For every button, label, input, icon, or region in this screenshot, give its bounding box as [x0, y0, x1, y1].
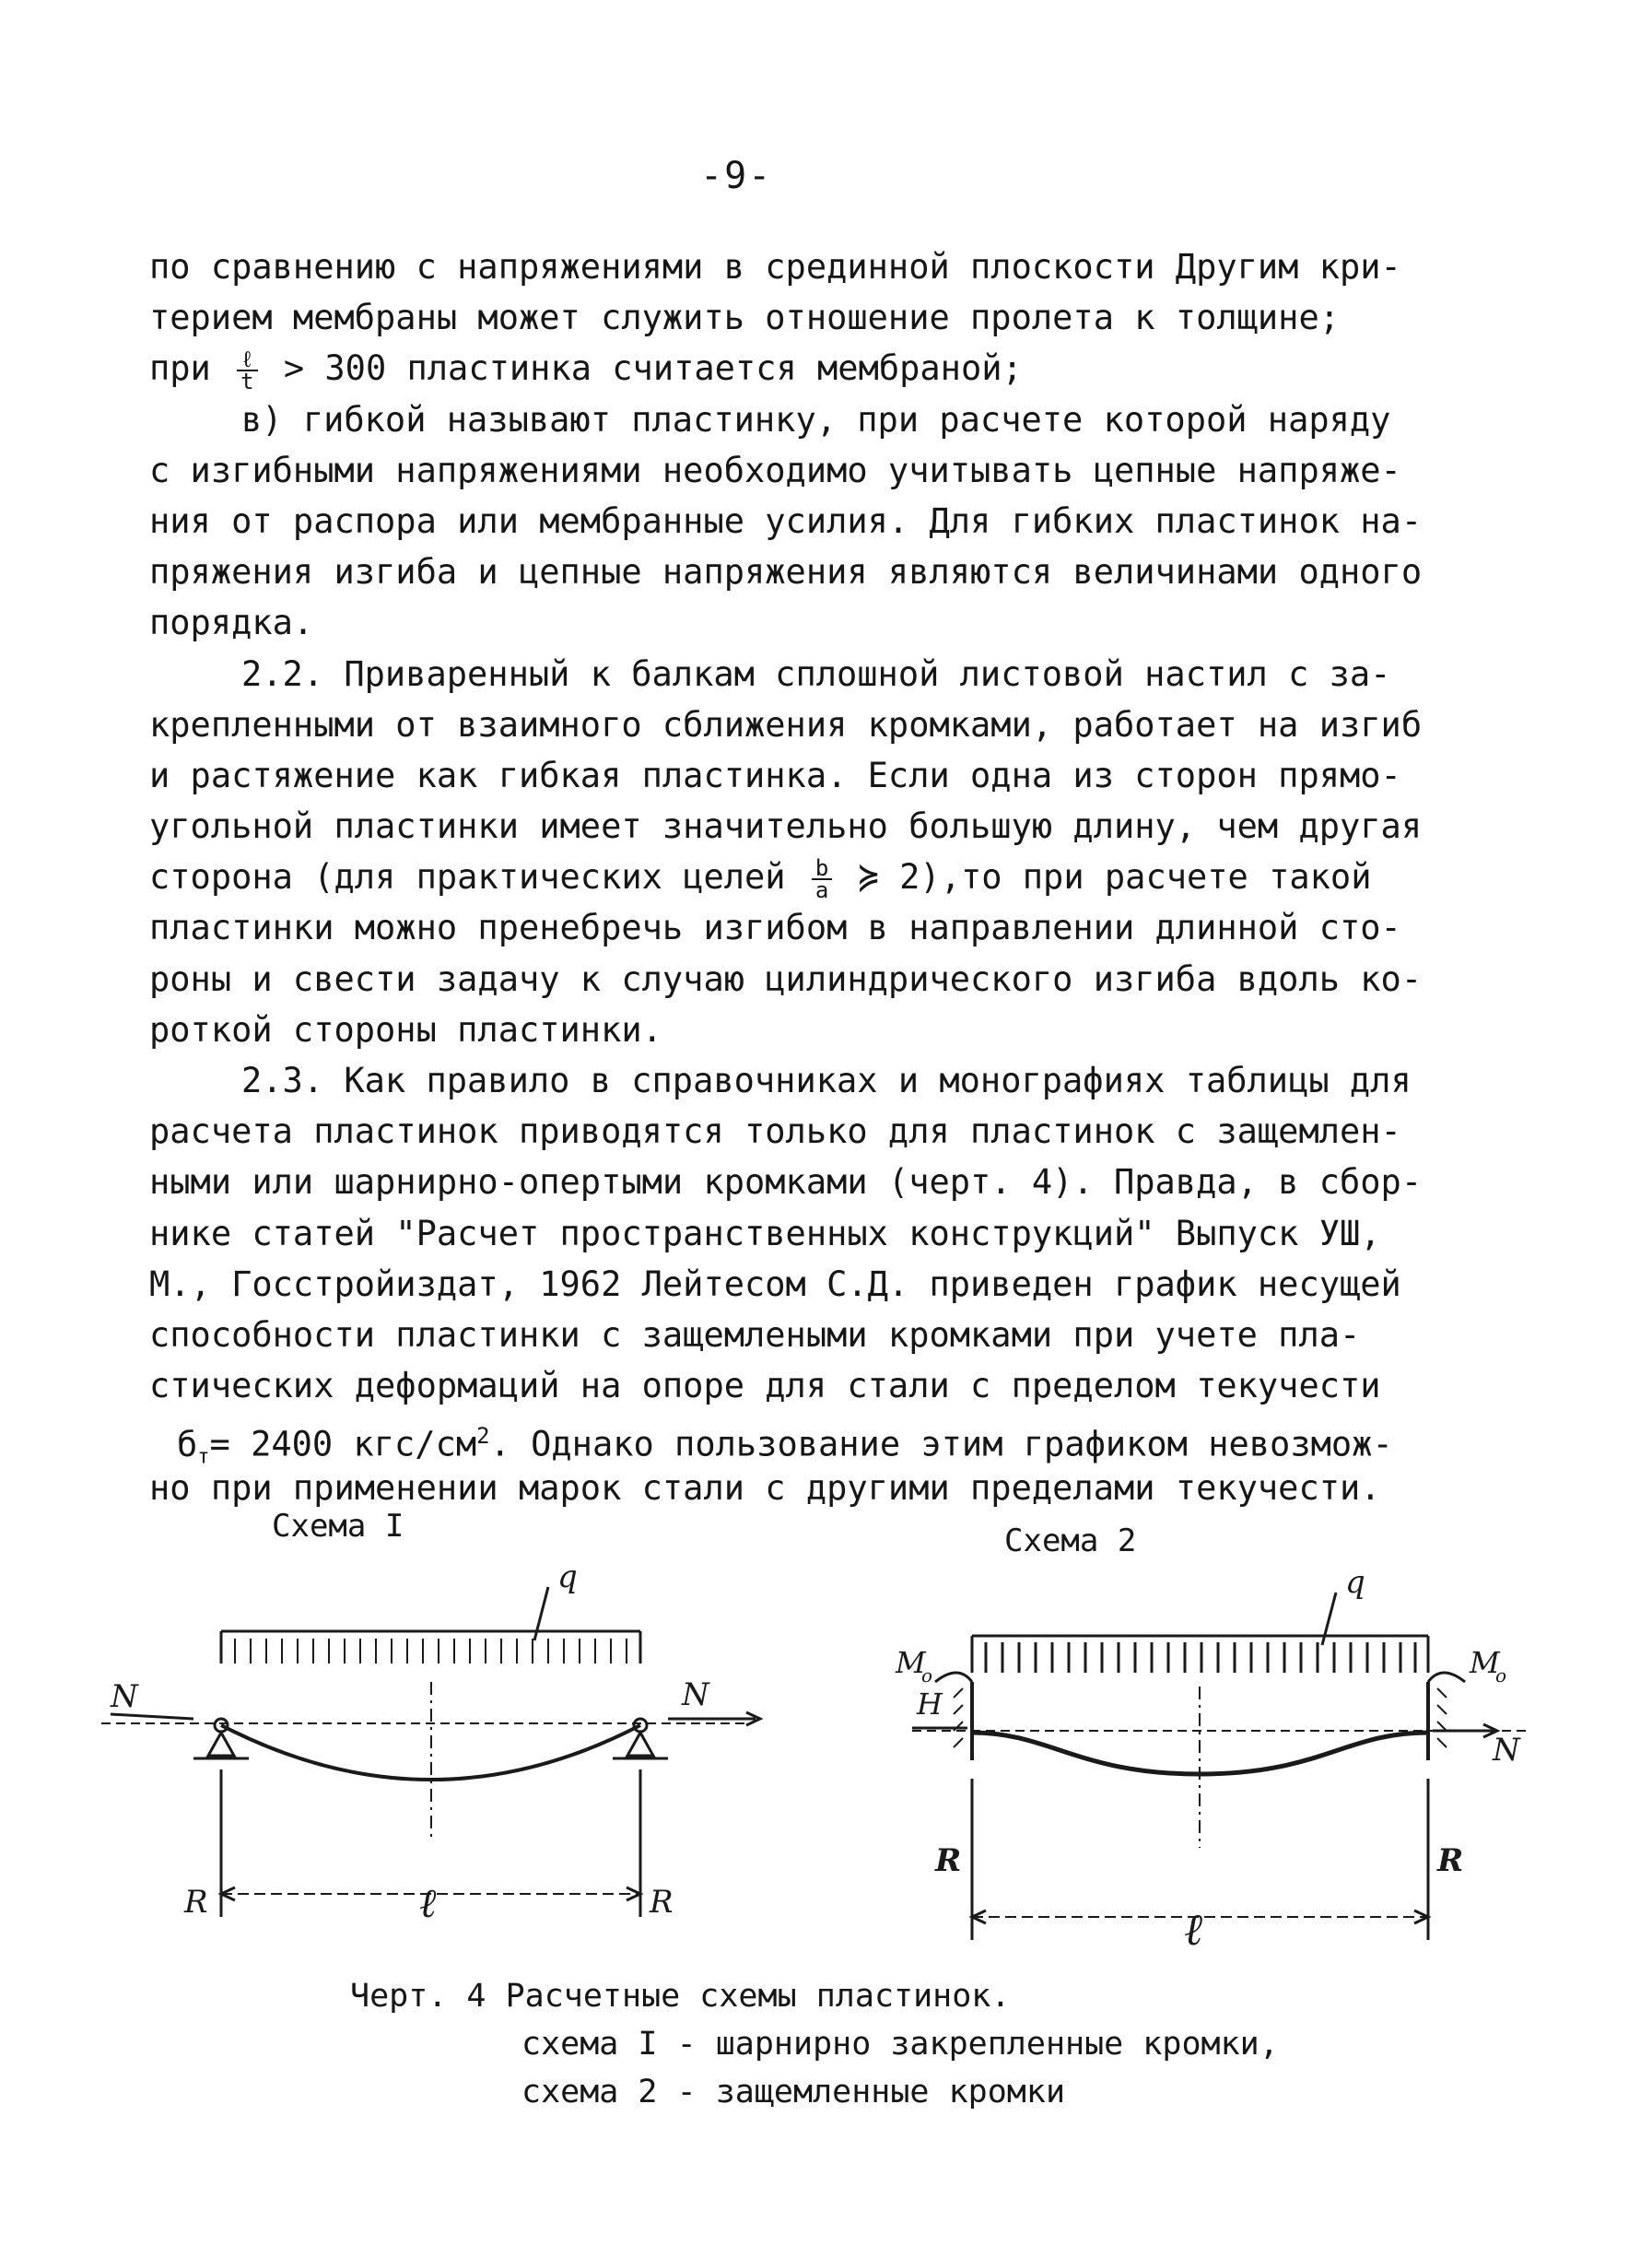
- text-fragment: сторона (для практических целей: [149, 857, 786, 898]
- right-moment-arrow: [1428, 1673, 1465, 1682]
- body-text: [149, 241, 1423, 1513]
- text-line: нике статей "Расчет пространственных конструкций" Выпуск УШ,: [149, 1213, 1381, 1253]
- load-hatching: [986, 1642, 1415, 1673]
- scheme-1-drawing: [101, 1587, 760, 1917]
- scheme-2-m-left-label: M: [896, 1645, 926, 1680]
- scheme-1-n-right-label: N: [682, 1676, 709, 1713]
- fraction-numerator: ℓ: [237, 349, 257, 371]
- text-line: угольной пластинки имеет значительно большую длину, чем другая: [149, 806, 1423, 847]
- text-line: по сравнению с напряжениями в срединной плоскости Другим кри-: [149, 247, 1401, 287]
- fraction-b-over-a: [812, 854, 832, 903]
- text-line: расчета пластинок приводятся только для пластинок с защемлен-: [149, 1111, 1401, 1152]
- scheme-2-r-left-label: R: [935, 1842, 962, 1879]
- text-line: [149, 852, 1402, 902]
- figure-caption: [350, 1972, 1279, 2116]
- text-line: но при применении марок стали с другими пределами текучести.: [149, 1467, 1381, 1508]
- fraction-numerator: b: [812, 858, 832, 880]
- formula-superscript: 2: [476, 1423, 490, 1450]
- fraction-denominator: t: [240, 368, 254, 394]
- left-support-icon: [208, 1733, 234, 1756]
- text-fragment: ≽ 2),то при расчете такой: [858, 857, 1372, 898]
- fraction-l-over-t: [237, 346, 257, 394]
- load-hatching: [235, 1639, 627, 1663]
- scheme-1-span-label: ℓ: [419, 1880, 437, 1927]
- scheme-2-r-right-label: R: [1437, 1842, 1464, 1879]
- scheme-1-r-left-label: R: [184, 1884, 208, 1921]
- text-fragment: при: [149, 348, 211, 389]
- text-line: порядка.: [149, 603, 314, 643]
- text-line: в) гибкой называют пластинку, при расчете которой наряду: [241, 399, 1391, 440]
- schemes-drawing: [55, 1484, 1548, 1963]
- sigma-symbol: б: [177, 1424, 198, 1464]
- scheme-2-span-label: ℓ: [1184, 1904, 1202, 1956]
- scheme-1-title: Схема I: [272, 1508, 404, 1545]
- left-moment-arrow: [935, 1673, 972, 1682]
- scheme-2-n-right-label: N: [1493, 1732, 1520, 1769]
- text-line: и растяжение как гибкая пластинка. Если одна из сторон прямо-: [149, 755, 1401, 795]
- caption-line-2: схема I - шарнирно закрепленные кромки,: [521, 2026, 1279, 2063]
- scheme-2-h-label: H: [917, 1687, 943, 1722]
- scheme-2-m-right-sub: o: [1495, 1664, 1507, 1687]
- right-support-icon: [627, 1733, 653, 1756]
- text-line: терием мембраны может служить отношение пролета к толщине;: [149, 298, 1341, 338]
- text-line: 2.2. Приваренный к балкам сплошной листовой настил с за-: [241, 653, 1391, 694]
- scheme-1-n-left-label: N: [111, 1678, 138, 1715]
- caption-line-1: Черт. 4 Расчетные схемы пластинок.: [350, 1978, 1011, 2015]
- greater-than-sign: >: [283, 348, 305, 389]
- page-number: -9-: [700, 155, 773, 197]
- sigma-subscript: т: [197, 1446, 210, 1470]
- scheme-2-title: Схема 2: [1004, 1522, 1137, 1559]
- text-line: пряжения изгиба и цепные напряжения являются величинами одного: [149, 552, 1423, 593]
- text-line: ными или шарнирно-опертыми кромками (черт. 4). Правда, в сбор-: [149, 1162, 1423, 1203]
- text-line: роткой стороны пластинки.: [149, 1009, 662, 1050]
- text-line: 2.3. Как правило в справочниках и монографиях таблицы для: [241, 1061, 1412, 1100]
- text-fragment: . Однако пользование этим графиком невозмож-: [489, 1424, 1393, 1464]
- text-line: пластинки можно пренебречь изгибом в направлении длинной сто-: [149, 908, 1401, 948]
- text-line: с изгибными напряжениями необходимо учитывать цепные напряже-: [149, 450, 1401, 490]
- scheme-2-m-right-label: M: [1470, 1645, 1500, 1680]
- scheme-1-q-label: q: [557, 1558, 578, 1595]
- scheme-2-q-label: q: [1345, 1564, 1365, 1601]
- figure-calculation-schemes: [55, 1484, 1548, 2000]
- scheme-2-drawing: [912, 1593, 1529, 1940]
- text-line: способности пластинки с защемлеными кромками при учете пла-: [149, 1314, 1361, 1355]
- formula-text: = 2400 кгс/см: [209, 1424, 477, 1464]
- text-line: [149, 343, 1402, 394]
- text-line: стических деформаций на опоре для стали с пределом текучести: [149, 1366, 1381, 1406]
- scheme-1-r-right-label: R: [650, 1884, 674, 1921]
- text-line: крепленными от взаимного сближения кромками, работает на изгиб: [149, 704, 1423, 745]
- text-line: [149, 1411, 1402, 1470]
- text-line: М., Госстройиздат, 1962 Лейтесом С.Д. приведен график несущей: [149, 1264, 1401, 1304]
- text-line: роны и свести задачу к случаю цилиндрического изгиба вдоль ко-: [149, 958, 1423, 999]
- text-line: ния от распора или мембранные усилия. Для гибких пластинок на-: [149, 500, 1423, 541]
- caption-line-3: схема 2 - защемленные кромки: [521, 2074, 1066, 2110]
- scheme-2-m-left-sub: o: [921, 1664, 933, 1687]
- fraction-denominator: a: [814, 876, 829, 903]
- text-fragment: 300 пластинка считается мембраной;: [324, 348, 1023, 389]
